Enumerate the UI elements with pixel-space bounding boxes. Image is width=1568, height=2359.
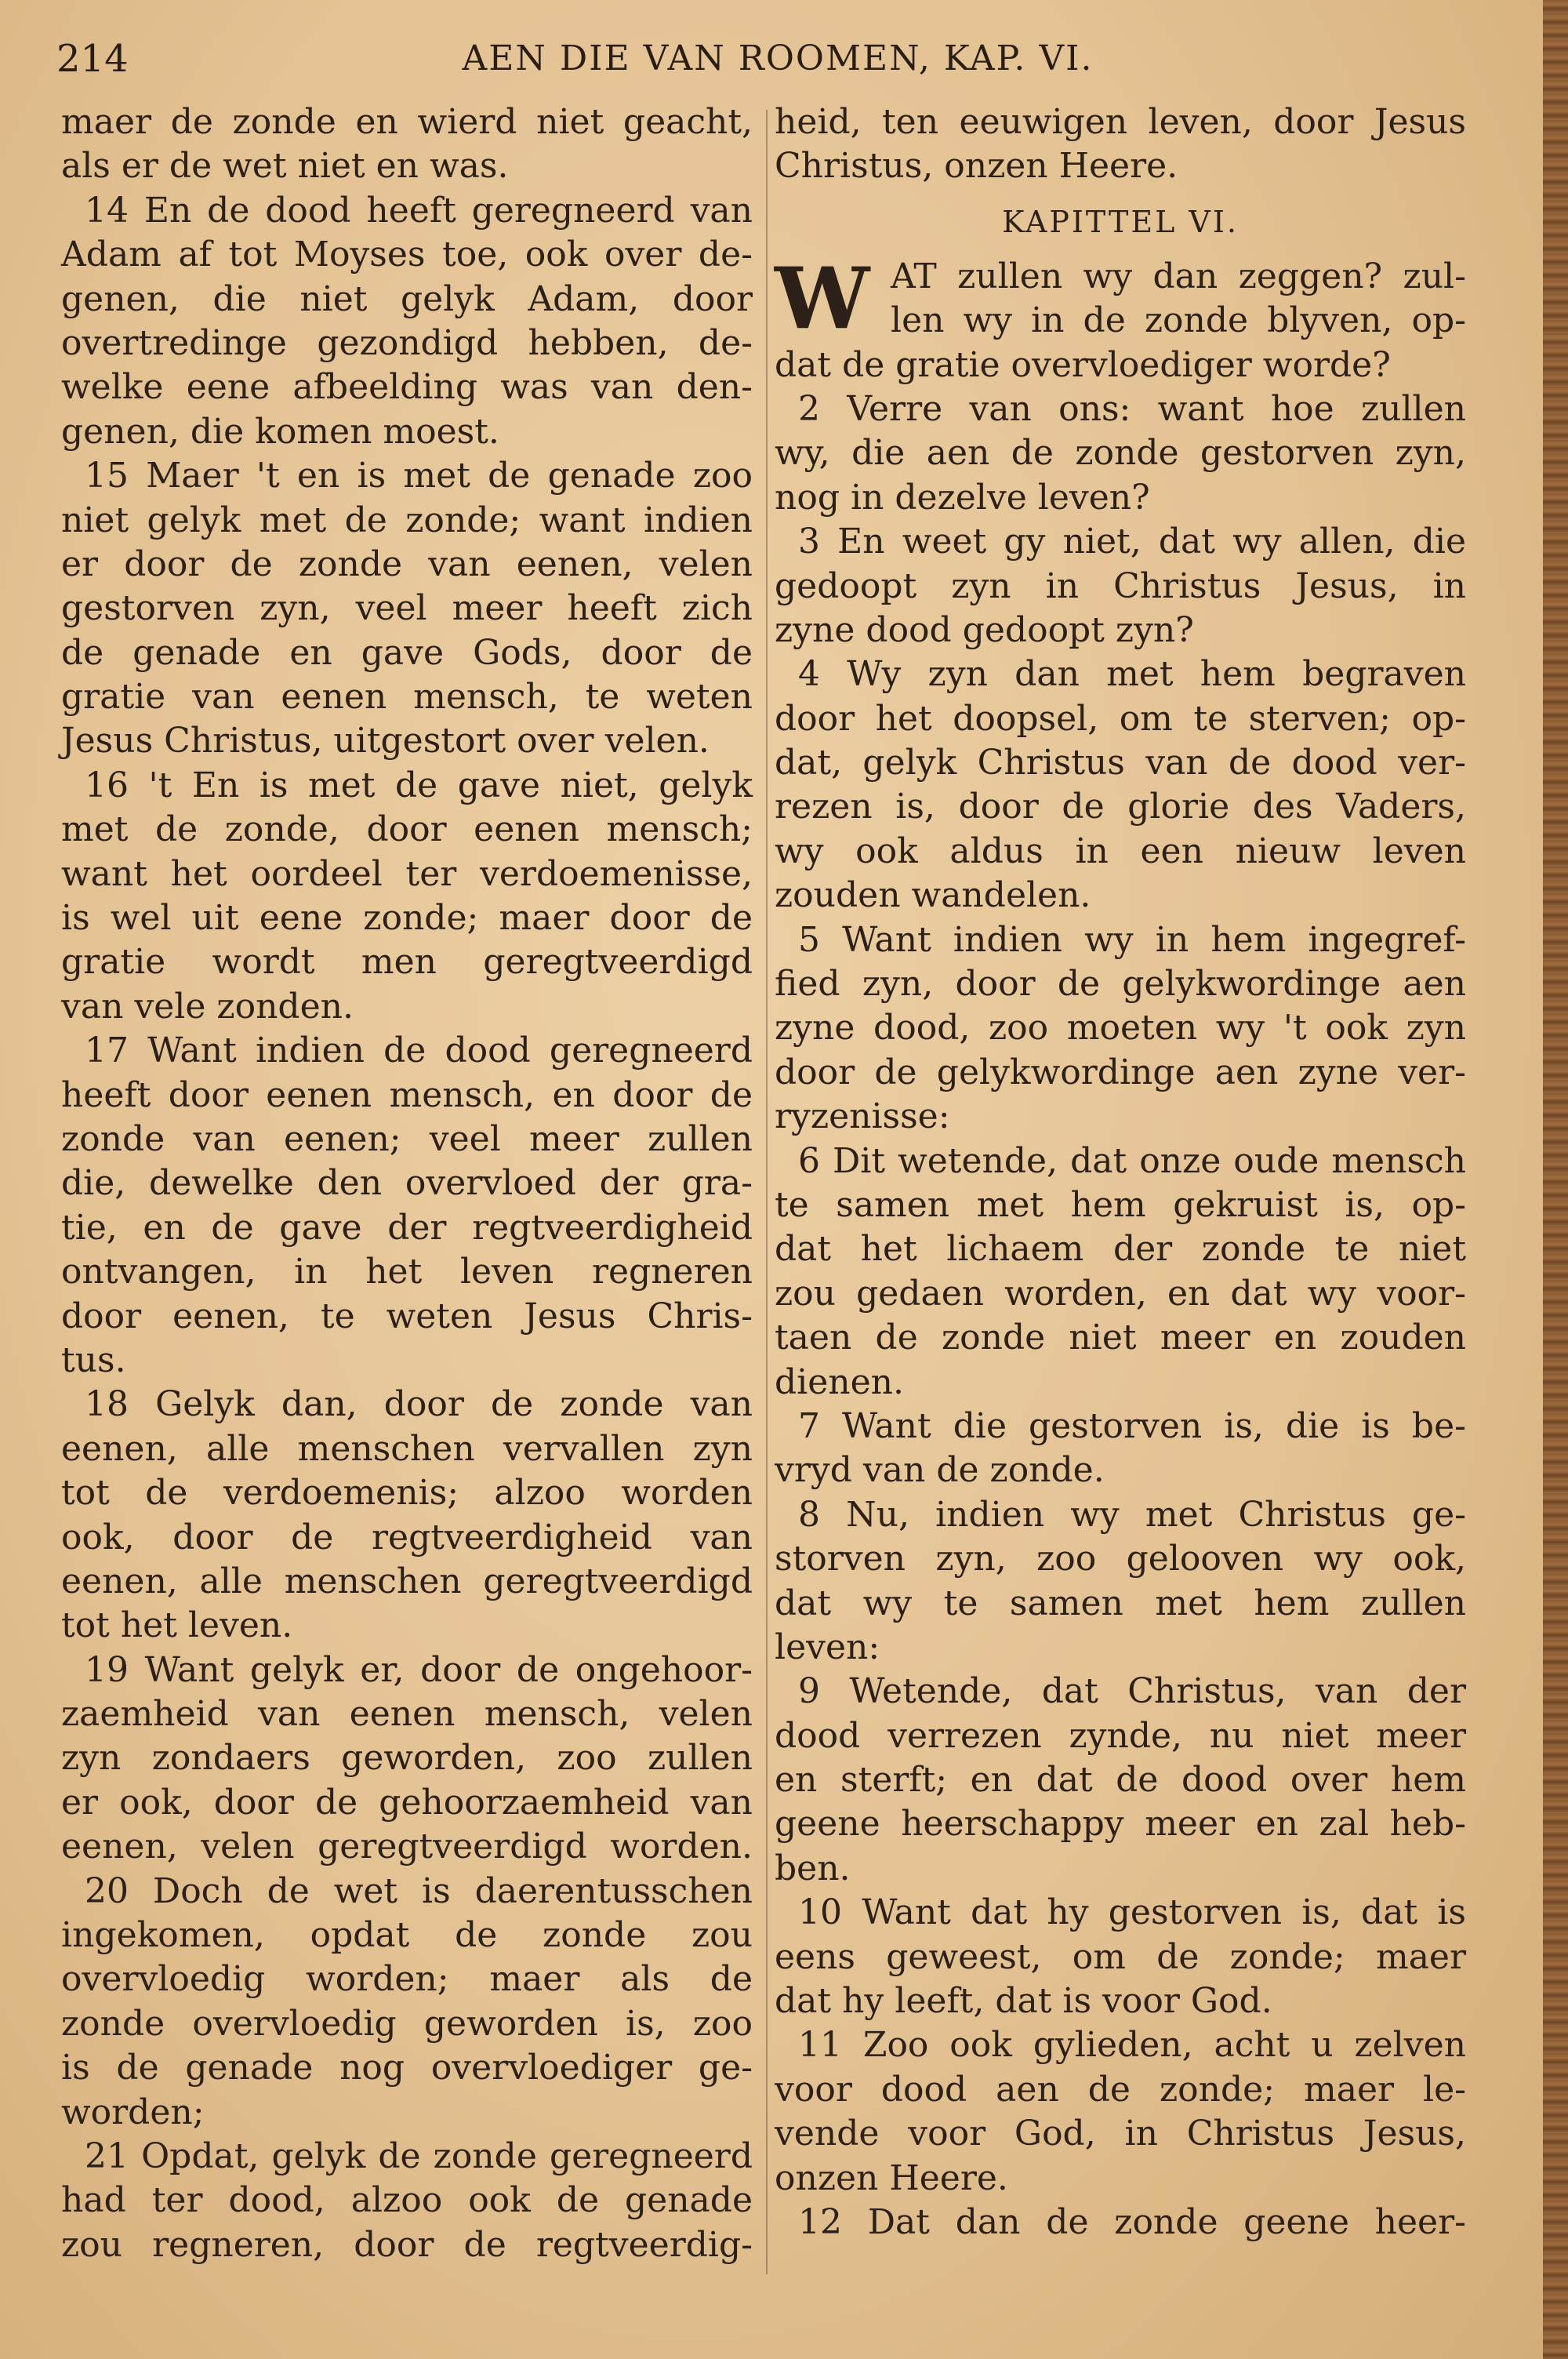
text-line: zaemheid van eenen mensch, velen [61,1694,753,1735]
text-line: overtredinge gezondigd hebben, de- [61,322,753,363]
text-line: zyne dood, zoo moeten wy 't ook zyn [775,1008,1466,1049]
verse-start-line: 6 Dit wetende, dat onze oude mensch [798,1140,1466,1181]
text-line: genen, die komen moest. [61,411,499,452]
text-line: eenen, velen geregtveerdigd worden. [61,1826,753,1867]
text-line: voor dood aen de zonde; maer le- [775,2069,1466,2110]
text-line: heid, ten eeuwigen leven, door Jesus [775,102,1466,142]
text-line: dood verrezen zynde, nu niet meer [775,1715,1466,1756]
drop-cap: W [775,249,870,348]
verse-start-line: 7 Want die gestorven is, die is be- [798,1405,1466,1446]
right-column [775,100,1466,2245]
text-line: te samen met hem gekruist is, op- [775,1184,1466,1225]
text-line: tot de verdoemenis; alzoo worden [61,1473,753,1514]
verse-start-line: 2 Verre van ons: want hoe zullen [798,388,1466,429]
text-line: onzen Heere. [775,2157,1008,2198]
text-line: eens geweest, om de zonde; maer [775,1936,1466,1977]
verse-start-line: 9 Wetende, dat Christus, van der [798,1671,1466,1712]
text-line: dat het lichaem der zonde te niet [775,1229,1466,1270]
text-line: zouden wandelen. [775,875,1091,916]
text-line: welke eene afbeelding was van den- [61,367,753,408]
text-line: genen, die niet gelyk Adam, door [61,278,753,319]
text-line: is de genade nog overvloediger ge- [61,2048,753,2088]
text-line: zyn zondaers geworden, zoo zullen [61,1738,753,1779]
text-line: eenen, alle menschen geregtveerdigd [61,1561,753,1601]
text-line: en sterft; en dat de dood over hem [775,1760,1466,1801]
verse-start-line: 14 En de dood heeft geregneerd van [85,190,753,231]
text-line: er ook, door de gehoorzaemheid van [61,1782,753,1823]
verse-start-line: 16 't En is met de gave niet, gelyk [85,765,753,805]
text-line: ryzenisse: [775,1096,950,1137]
text-line: door het doopsel, om te sterven; op- [775,698,1466,739]
text-line: met de zonde, door eenen mensch; [61,809,753,850]
text-line: gestorven zyn, veel meer heeft zich [61,588,753,629]
text-line: worden; [61,2092,205,2132]
text-line: wy, die aen de zonde gestorven zyn, [775,433,1466,474]
verse-start-line: 11 Zoo ook gylieden, acht u zelven [798,2025,1466,2066]
text-line: wy ook aldus in een nieuw leven [775,831,1466,871]
chapter-heading: KAPITTEL VI. [1002,204,1239,239]
verse-start-line: 20 Doch de wet is daerentusschen [85,1870,753,1911]
text-line: heeft door eenen mensch, en door de [61,1074,753,1115]
text-line: zyne dood gedoopt zyn? [775,609,1194,650]
text-line: dat wy te samen met hem zullen [775,1583,1466,1623]
text-line: dat hy leeft, dat is voor God. [775,1981,1272,2022]
text-line: AT zullen wy dan zeggen? zul- [891,256,1466,296]
text-line: had ter dood, alzoo ook de genade [61,2180,753,2221]
text-line: dienen. [775,1361,904,1402]
verse-start-line: 18 Gelyk dan, door de zonde van [85,1384,753,1425]
text-line: door de gelykwordinge aen zyne ver- [775,1052,1466,1092]
text-line: is wel uit eene zonde; maer door de [61,898,753,939]
page-number: 214 [56,37,129,81]
text-line: ben. [775,1848,851,1888]
text-line: Jesus Christus, uitgestort over velen. [61,721,710,761]
text-line: tie, en de gave der regtveerdigheid [61,1207,753,1248]
text-line: niet gelyk met de zonde; want indien [61,500,753,540]
text-line: leven: [775,1627,880,1667]
chapter-opening [775,249,1466,348]
verse-start-line: 5 Want indien wy in hem ingegref- [798,919,1466,960]
text-line: door eenen, te weten Jesus Chris- [61,1296,753,1336]
verse-start-line: 12 Dat dan de zonde geene heer- [798,2201,1466,2242]
verse-start-line: 10 Want dat hy gestorven is, dat is [798,1892,1466,1933]
text-line: ook, door de regtveerdigheid van [61,1517,753,1558]
verse-start-line: 17 Want indien de dood geregneerd [85,1030,753,1071]
text-line: gratie wordt men geregtveerdigd [61,942,753,983]
verse-start-line: 3 En weet gy niet, dat wy allen, die [798,522,1466,562]
text-line: ingekomen, opdat de zonde zou [61,1915,753,1956]
text-line: zonde overvloedig geworden is, zoo [61,2003,753,2044]
text-line: gedoopt zyn in Christus Jesus, in [775,565,1466,606]
text-line: maer de zonde en wierd niet geacht, [61,102,753,142]
text-line: van vele zonden. [61,986,354,1027]
text-line: tus. [61,1339,126,1380]
verse-start-line: 21 Opdat, gelyk de zonde geregneerd [85,2135,753,2176]
text-line: zonde van eenen; veel meer zullen [61,1118,753,1159]
text-line: die, dewelke den overvloed der gra- [61,1163,753,1204]
left-column [61,100,753,2267]
column-divider [766,110,768,2274]
verse-start-line: 15 Maer 't en is met de genade zoo [85,456,753,496]
text-line: rezen is, door de glorie des Vaders, [775,787,1466,827]
text-line: want het oordeel ter verdoemenisse, [61,853,753,894]
text-line: fied zyn, door de gelykwordinge aen [775,964,1466,1005]
verse-start-line: 8 Nu, indien wy met Christus ge- [798,1494,1466,1535]
page-header [56,28,1499,91]
text-line: tot het leven. [61,1605,293,1646]
text-line: als er de wet niet en was. [61,146,509,187]
text-line: vryd van de zonde. [775,1450,1105,1491]
text-line: taen de zonde niet meer en zouden [775,1318,1466,1358]
text-line: dat de gratie overvloediger worde? [775,344,1391,385]
text-line: zou regneren, door de regtveerdig- [61,2224,753,2265]
text-line: ontvangen, in het leven regneren [61,1252,753,1292]
text-line: nog in dezelve leven? [775,477,1150,518]
text-line: vende voor God, in Christus Jesus, [775,2114,1466,2154]
text-line: eenen, alle menschen vervallen zyn [61,1428,753,1469]
text-line: storven zyn, zoo gelooven wy ook, [775,1539,1466,1579]
text-line: gratie van eenen mensch, te weten [61,677,753,718]
text-line: len wy in de zonde blyven, op- [891,300,1466,341]
text-line: er door de zonde van eenen, velen [61,543,753,584]
page-edge [1543,0,1568,2359]
text-line: overvloedig worden; maer als de [61,1959,753,2000]
running-title: AEN DIE VAN ROOMEN, KAP. VI. [462,38,1094,78]
text-line: Adam af tot Moyses toe, ook over de- [61,234,753,275]
verse-start-line: 4 Wy zyn dan met hem begraven [798,654,1466,695]
text-line: Christus, onzen Heere. [775,146,1178,187]
verse-start-line: 19 Want gelyk er, door de ongehoor- [85,1649,753,1690]
text-line: zou gedaen worden, en dat wy voor- [775,1273,1466,1314]
text-line: dat, gelyk Christus van de dood ver- [775,743,1466,783]
text-line: geene heerschappy meer en zal heb- [775,1804,1466,1845]
text-line: de genade en gave Gods, door de [61,632,753,673]
